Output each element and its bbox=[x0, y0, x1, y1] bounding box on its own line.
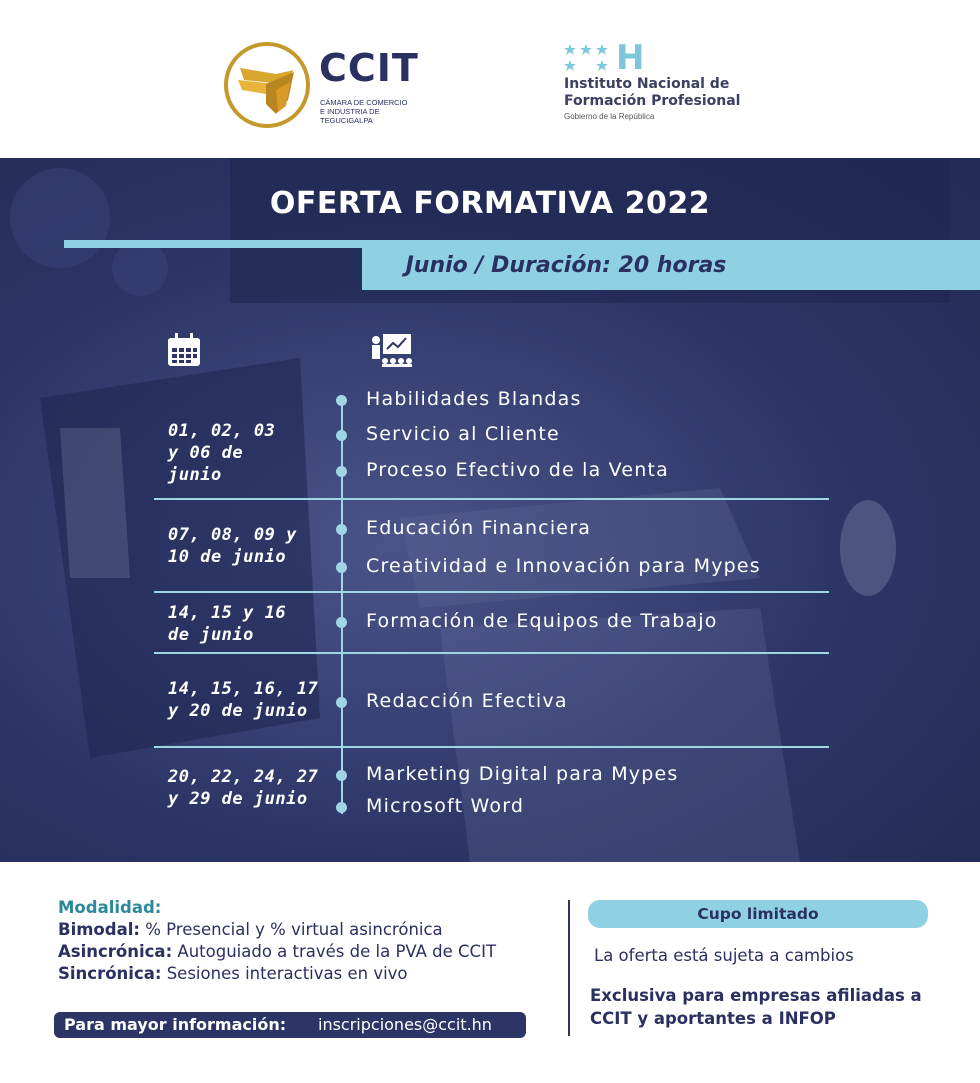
disclaimer-text: La oferta está sujeta a cambios bbox=[594, 946, 854, 965]
presentation-icon bbox=[369, 332, 413, 368]
infop-logo bbox=[562, 38, 782, 127]
date-line: y 29 de junio bbox=[168, 789, 308, 809]
header bbox=[0, 0, 980, 158]
accent-line bbox=[64, 240, 980, 248]
modalidad-title: Modalidad: bbox=[58, 898, 162, 917]
ccit-name: CCIT bbox=[319, 46, 419, 90]
row-separator bbox=[154, 652, 829, 654]
ccit-logo bbox=[224, 40, 419, 128]
row-separator bbox=[154, 746, 829, 748]
date-line: 10 de junio bbox=[168, 547, 287, 567]
modalidad-line bbox=[58, 920, 558, 939]
timeline-dot bbox=[336, 395, 347, 406]
course-item: Formación de Equipos de Trabajo bbox=[366, 610, 718, 632]
timeline-dot bbox=[336, 524, 347, 535]
date-line: 14, 15 y 16 bbox=[168, 603, 287, 623]
date-line: junio bbox=[168, 465, 222, 485]
row-separator bbox=[154, 591, 829, 593]
modalidad-label: Bimodal: bbox=[58, 920, 140, 939]
timeline-dot bbox=[336, 562, 347, 573]
modalidad-line bbox=[58, 942, 558, 961]
offer-panel bbox=[0, 158, 980, 862]
modalidad-text: Sesiones interactivas en vivo bbox=[161, 964, 408, 983]
footer-divider bbox=[568, 900, 570, 1036]
contact-banner bbox=[54, 1012, 526, 1038]
modalidad-section bbox=[58, 898, 558, 983]
subtitle-text: Junio / Duración: 20 horas bbox=[405, 253, 727, 278]
course-item: Habilidades Blandas bbox=[366, 388, 582, 410]
date-line: 14, 15, 16, 17 bbox=[168, 679, 319, 699]
date-group-1 bbox=[168, 420, 275, 486]
offer-title: OFERTA FORMATIVA 2022 bbox=[269, 186, 711, 221]
infop-line-1: Instituto Nacional de bbox=[564, 76, 730, 92]
calendar-icon bbox=[166, 332, 202, 368]
course-item: Proceso Efectivo de la Venta bbox=[366, 459, 670, 481]
date-line: 01, 02, 03 bbox=[168, 421, 276, 441]
modalidad-text: Autoguiado a través de la PVA de CCIT bbox=[172, 942, 497, 961]
course-item: Educación Financiera bbox=[366, 517, 592, 539]
subtitle-banner bbox=[362, 248, 980, 290]
date-line: y 20 de junio bbox=[168, 701, 308, 721]
row-separator bbox=[154, 498, 829, 500]
modalidad-label: Asincrónica: bbox=[58, 942, 173, 961]
modalidad-label: Sincrónica: bbox=[58, 964, 162, 983]
date-group-4 bbox=[168, 678, 318, 722]
date-line: de junio bbox=[168, 625, 254, 645]
infop-mark: H bbox=[616, 38, 645, 78]
ccit-subtitle-2: E INDUSTRIA DE TEGUCIGALPA bbox=[320, 107, 380, 125]
contact-email-link[interactable]: inscripciones@ccit.hn bbox=[318, 1015, 492, 1034]
date-line: 20, 22, 24, 27 bbox=[168, 767, 319, 787]
modalidad-text: % Presencial y % virtual asincrónica bbox=[139, 920, 443, 939]
course-item: Marketing Digital para Mypes bbox=[366, 763, 679, 785]
ccit-bird-icon bbox=[236, 60, 302, 116]
timeline-dot bbox=[336, 770, 347, 781]
course-item: Creatividad e Innovación para Mypes bbox=[366, 555, 761, 577]
date-line: 07, 08, 09 y bbox=[168, 525, 297, 545]
stars-icon bbox=[562, 42, 616, 74]
cupo-limitado-badge: Cupo limitado bbox=[588, 900, 928, 928]
timeline-dot bbox=[336, 466, 347, 477]
date-line: y 06 de bbox=[168, 443, 244, 463]
timeline-dot bbox=[336, 802, 347, 813]
date-group-3 bbox=[168, 602, 286, 646]
course-item: Redacción Efectiva bbox=[366, 690, 568, 712]
date-group-5 bbox=[168, 766, 318, 810]
contact-label: Para mayor información: bbox=[64, 1015, 287, 1034]
date-group-2 bbox=[168, 524, 297, 568]
timeline-dot bbox=[336, 697, 347, 708]
infop-line-3: Gobierno de la República bbox=[564, 112, 655, 121]
modalidad-line bbox=[58, 964, 558, 983]
infop-line-2: Formación Profesional bbox=[564, 93, 741, 109]
timeline-line bbox=[341, 400, 343, 814]
ccit-subtitle-1: CÁMARA DE COMERCIO bbox=[320, 98, 408, 107]
timeline-dot bbox=[336, 430, 347, 441]
course-item: Servicio al Cliente bbox=[366, 423, 560, 445]
exclusive-note: Exclusiva para empresas afiliadas a CCIT y aportantes a INFOP bbox=[590, 986, 922, 1028]
timeline-dot bbox=[336, 617, 347, 628]
course-item: Microsoft Word bbox=[366, 795, 525, 817]
